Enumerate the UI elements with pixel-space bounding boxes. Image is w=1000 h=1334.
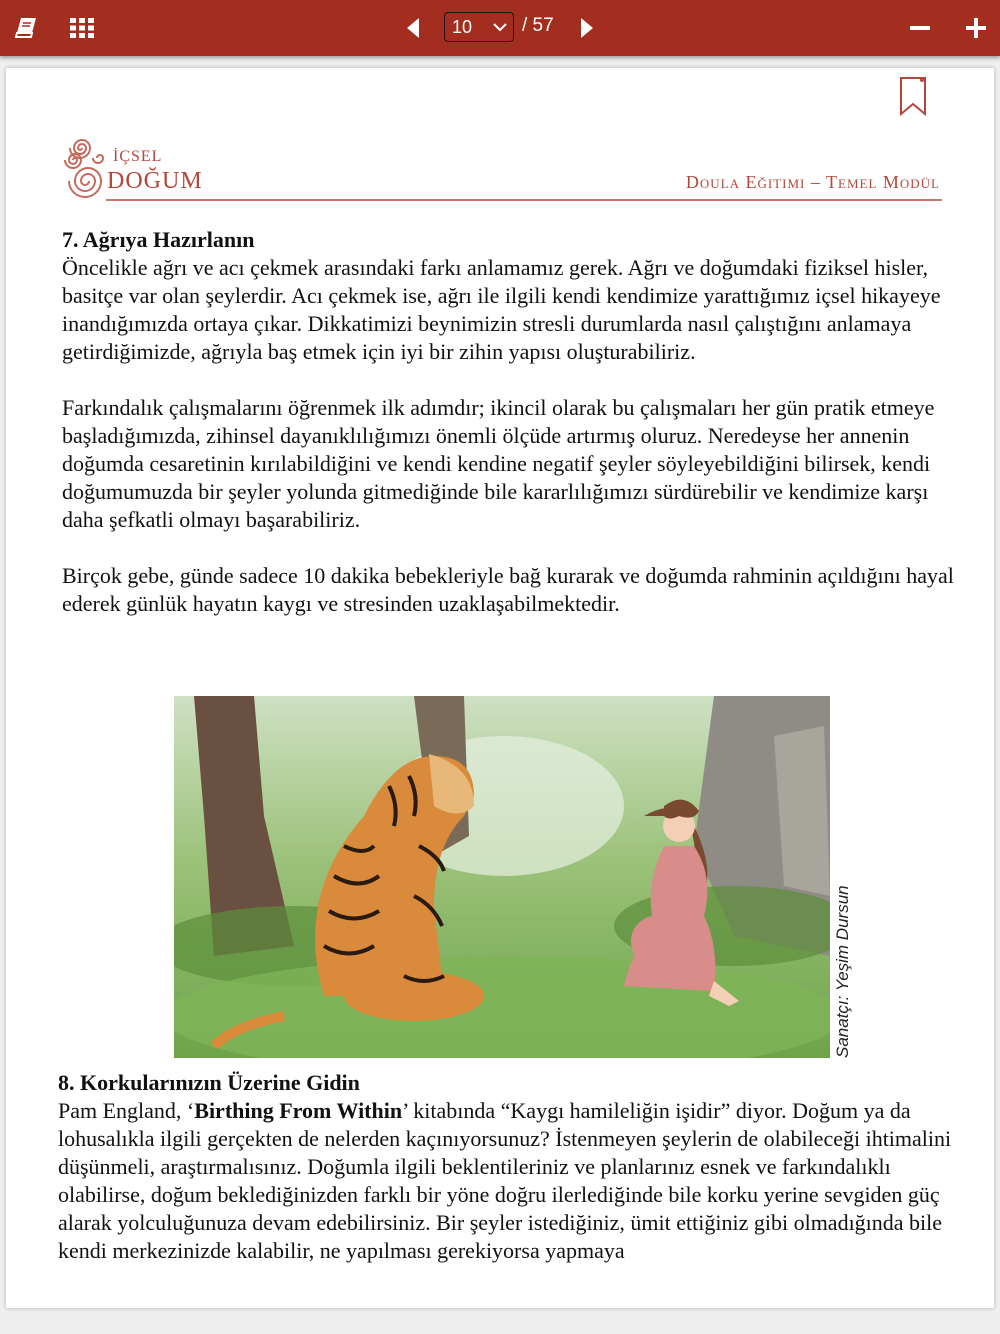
illustration-tiger-and-pregnant-woman xyxy=(174,696,830,1058)
logo-text-dogum: DOĞUM xyxy=(107,168,203,194)
section-7-title: 7. Ağrıya Hazırlanın xyxy=(62,227,255,252)
thumbnails-button[interactable] xyxy=(60,0,104,56)
section-7-paragraph-2: Farkındalık çalışmalarını öğrenmek ilk adımdır; ikincil olarak bu çalışmaları her gün pratik etmeye başladığımızda, zihinsel dayanıklılığımızı önemli ölçüde artırmış oluruz. Neredeyse her annenin doğumda cesaretinin kırılabildiğini ve kendi kendine negatif şeyler söyleyebildiğini bilirsek, kendi doğumumuzda bir şeyler yolunda gitmediğinde bile kararlılığımızı sürdürebilir ve kendimize karşı daha şefkatli olmayı başarabiliriz. xyxy=(62,395,935,532)
chevron-down-icon xyxy=(493,21,507,33)
zoom-out-button[interactable] xyxy=(902,0,938,56)
book-title: Birthing From Within xyxy=(194,1098,403,1123)
next-page-icon xyxy=(580,17,594,39)
zoom-in-icon xyxy=(966,18,986,38)
icsel-dogum-logo xyxy=(60,126,110,202)
header-divider xyxy=(106,199,942,201)
top-toolbar xyxy=(0,0,1000,56)
section-8-title: 8. Korkularınızın Üzerine Gidin xyxy=(58,1070,360,1095)
artist-credit: Sanatçı: Yeşim Dursun xyxy=(833,885,852,1058)
book-icon xyxy=(14,17,38,39)
total-pages-label: / 57 xyxy=(522,15,554,36)
next-page-button[interactable] xyxy=(572,0,602,56)
section-8 xyxy=(58,1069,964,1293)
section-7 xyxy=(62,226,962,646)
section-7-paragraph-1: Öncelikle ağrı ve acı çekmek arasındaki farkı anlamamız gerek. Ağrı ve doğumdaki fiziksel hisler, basitçe var olan şeylerdir. Acı çekmek ise, ağrı ile ilgili kendi kendimize yarattığımız içsel hikayeye inandığımızda ortaya çıkar. Dikkatimizi beynimizin stresli durumlarda nasıl çalıştığını anlamaya getirdiğimizde, ağrıyla baş etmek için iyi bir zihin yapısı oluşturabiliriz. xyxy=(62,255,941,364)
prev-page-button[interactable] xyxy=(398,0,428,56)
logo-text-icsel: İÇSEL xyxy=(113,148,163,165)
book-button[interactable] xyxy=(4,0,48,56)
document-page xyxy=(6,68,994,1308)
module-title: Doula Eğitimi – Temel Modül xyxy=(685,172,940,192)
grid-icon xyxy=(70,18,94,38)
zoom-in-button[interactable] xyxy=(958,0,994,56)
bookmark-button[interactable] xyxy=(898,76,928,120)
paragraph-text-start: Pam England, ‘ xyxy=(58,1098,195,1123)
section-8-paragraph-1 xyxy=(58,1097,964,1265)
paragraph-text-rest: ’ kitabında “Kaygı hamileliğin işidir” diyor. Doğum ya da lohusalıkla ilgili gerçekten de nelerden kaçınıyorsunuz? İstenmeyen şeylerin de olabileceği ihtimalini düşünmeli, araştırmalısınız. Doğumla ilgili beklentileriniz ve planlarınız esnek ve farkındalıklı olabilirse, doğum beklediğinizden farklı bir yöne doğru ilerlediğinde bile korku yerine sevgiden güç alarak yolculuğunuza devam edebilirsiniz. Bir şeyler istediğiniz, ümit ettiğiniz gibi olmadığında bile kendi merkezinizde kalabilir, ne yapılması gerekiyorsa yapmaya xyxy=(58,1098,952,1263)
section-7-paragraph-3: Birçok gebe, günde sadece 10 dakika bebekleriyle bağ kurarak ve doğumda rahminin açıldığını hayal ederek günlük hayatın kaygı ve stresinden uzaklaşabilmektedir. xyxy=(62,563,954,616)
prev-page-icon xyxy=(406,17,420,39)
current-page-value: 10 xyxy=(452,16,473,37)
page-number-select[interactable] xyxy=(444,12,514,42)
bookmark-icon xyxy=(898,76,928,116)
zoom-out-icon xyxy=(910,18,930,38)
